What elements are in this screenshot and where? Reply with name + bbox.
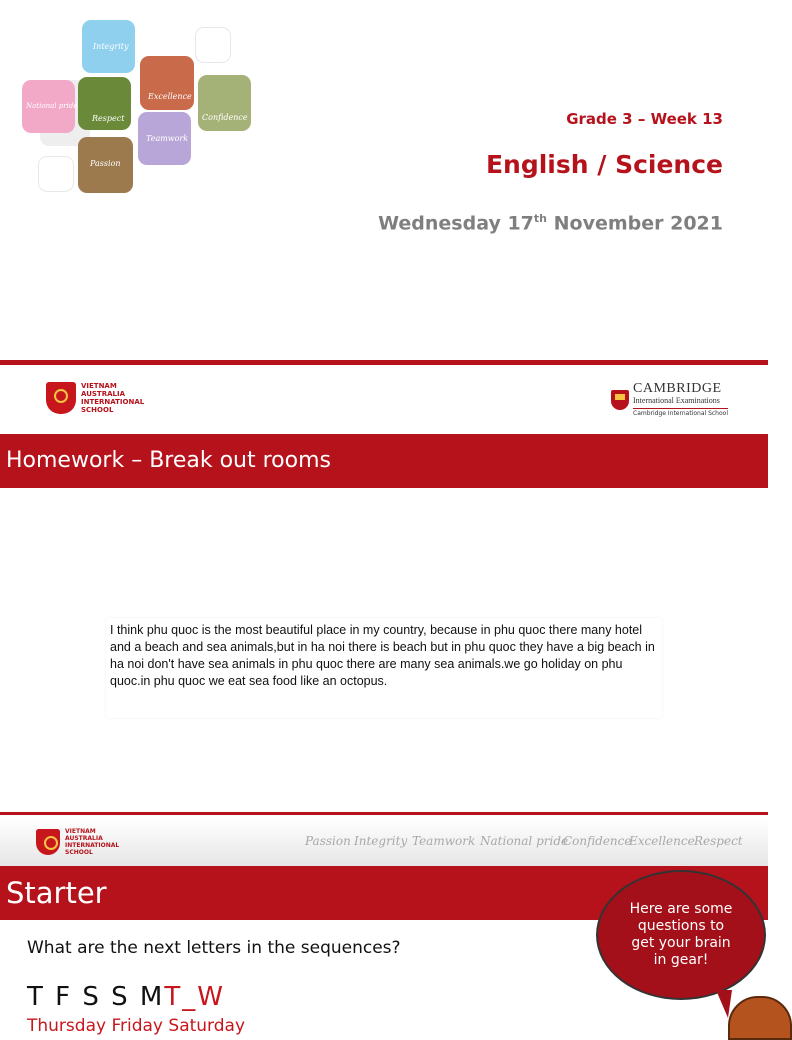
logo-line: INTERNATIONAL [65, 842, 120, 849]
letter-sequence [27, 982, 225, 1012]
logo-line: VIETNAM [65, 828, 96, 835]
integrity-label: Integrity [93, 42, 129, 51]
logo-line: AUSTRALIA [81, 390, 125, 398]
value-word-teamwork: Teamwork [412, 834, 476, 848]
collage-outline-tile [195, 27, 231, 63]
logo-line: SCHOOL [65, 849, 93, 856]
respect-tile [78, 77, 131, 130]
date-prefix: Wednesday 17 [378, 212, 534, 235]
day-label: Friday [111, 1016, 163, 1036]
school-crest-icon [36, 829, 60, 855]
subject-title: English / Science [485, 150, 723, 179]
values-header [0, 818, 768, 866]
cambridge-subtitle: International Examinations [633, 396, 720, 405]
student-essay-card [106, 618, 662, 718]
value-word-respect: Respect [694, 834, 743, 848]
homework-slide [0, 366, 768, 812]
starter-slide [0, 818, 768, 1036]
logo-line: SCHOOL [81, 406, 114, 414]
logo-line: INTERNATIONAL [81, 398, 145, 406]
confidence-label: Confidence [202, 113, 248, 122]
date-ordinal: th [533, 212, 547, 225]
starter-question: What are the next letters in the sequences? [27, 938, 401, 958]
logo-line: VIETNAM [81, 382, 117, 390]
teamwork-tile [138, 112, 191, 165]
school-crest-icon [46, 382, 76, 414]
value-word-confidence: Confidence [563, 834, 632, 848]
cartoon-character [728, 996, 792, 1040]
value-word-integrity: Integrity [354, 834, 408, 848]
speech-bubble-text: Here are some questions to get your brain in gear! [629, 901, 733, 968]
homework-title: Homework – Break out rooms [0, 434, 768, 488]
date-suffix: November 2021 [547, 212, 723, 235]
title-slide [0, 0, 768, 360]
excellence-tile [140, 56, 194, 110]
collage-outline-tile [38, 156, 74, 192]
day-label: Thursday [27, 1016, 107, 1036]
confidence-tile [198, 75, 251, 131]
integrity-tile [82, 20, 135, 73]
value-word-national-pride: National pride [480, 834, 569, 848]
cambridge-logo [611, 382, 728, 418]
national-pride-label: National pride [26, 102, 78, 110]
sequence-letters: T F S S M [27, 982, 165, 1012]
excellence-label: Excellence [148, 92, 192, 101]
school-logo [36, 828, 119, 856]
date-label [378, 212, 723, 234]
national-pride-tile [22, 80, 78, 133]
respect-label: Respect [92, 114, 125, 123]
logo-line: AUSTRALIA [65, 835, 103, 842]
teamwork-label: Teamwork [146, 134, 189, 143]
slide-separator [0, 812, 768, 815]
speech-bubble [596, 870, 766, 1000]
passion-tile [78, 137, 133, 193]
cambridge-crest-icon [611, 390, 629, 410]
grade-week-label: Grade 3 – Week 13 [566, 110, 723, 128]
cambridge-school-label: Cambridge International School [633, 410, 728, 417]
school-logo [46, 382, 144, 414]
sequence-answer: T_W [164, 982, 225, 1012]
essay-text: I think phu quoc is the most beautiful place in my country, because in phu quoc there many hotel and a beach and sea animals,but in ha noi there is beach but in phu quoc they have a big beach in ha noi don't have sea animals in phu quoc there are many sea animals.we go holiday on phu quoc.in phu quoc we eat sea food like an octopus. [110, 623, 655, 688]
slide-separator [0, 360, 768, 365]
passion-label: Passion [90, 159, 121, 168]
starter-title: Starter [0, 866, 768, 920]
days-row [27, 1016, 245, 1036]
cambridge-name: CAMBRIDGE [633, 381, 722, 396]
value-word-excellence: Excellence [629, 834, 695, 848]
day-label: Saturday [168, 1016, 246, 1036]
value-word-passion: Passion [305, 834, 351, 848]
